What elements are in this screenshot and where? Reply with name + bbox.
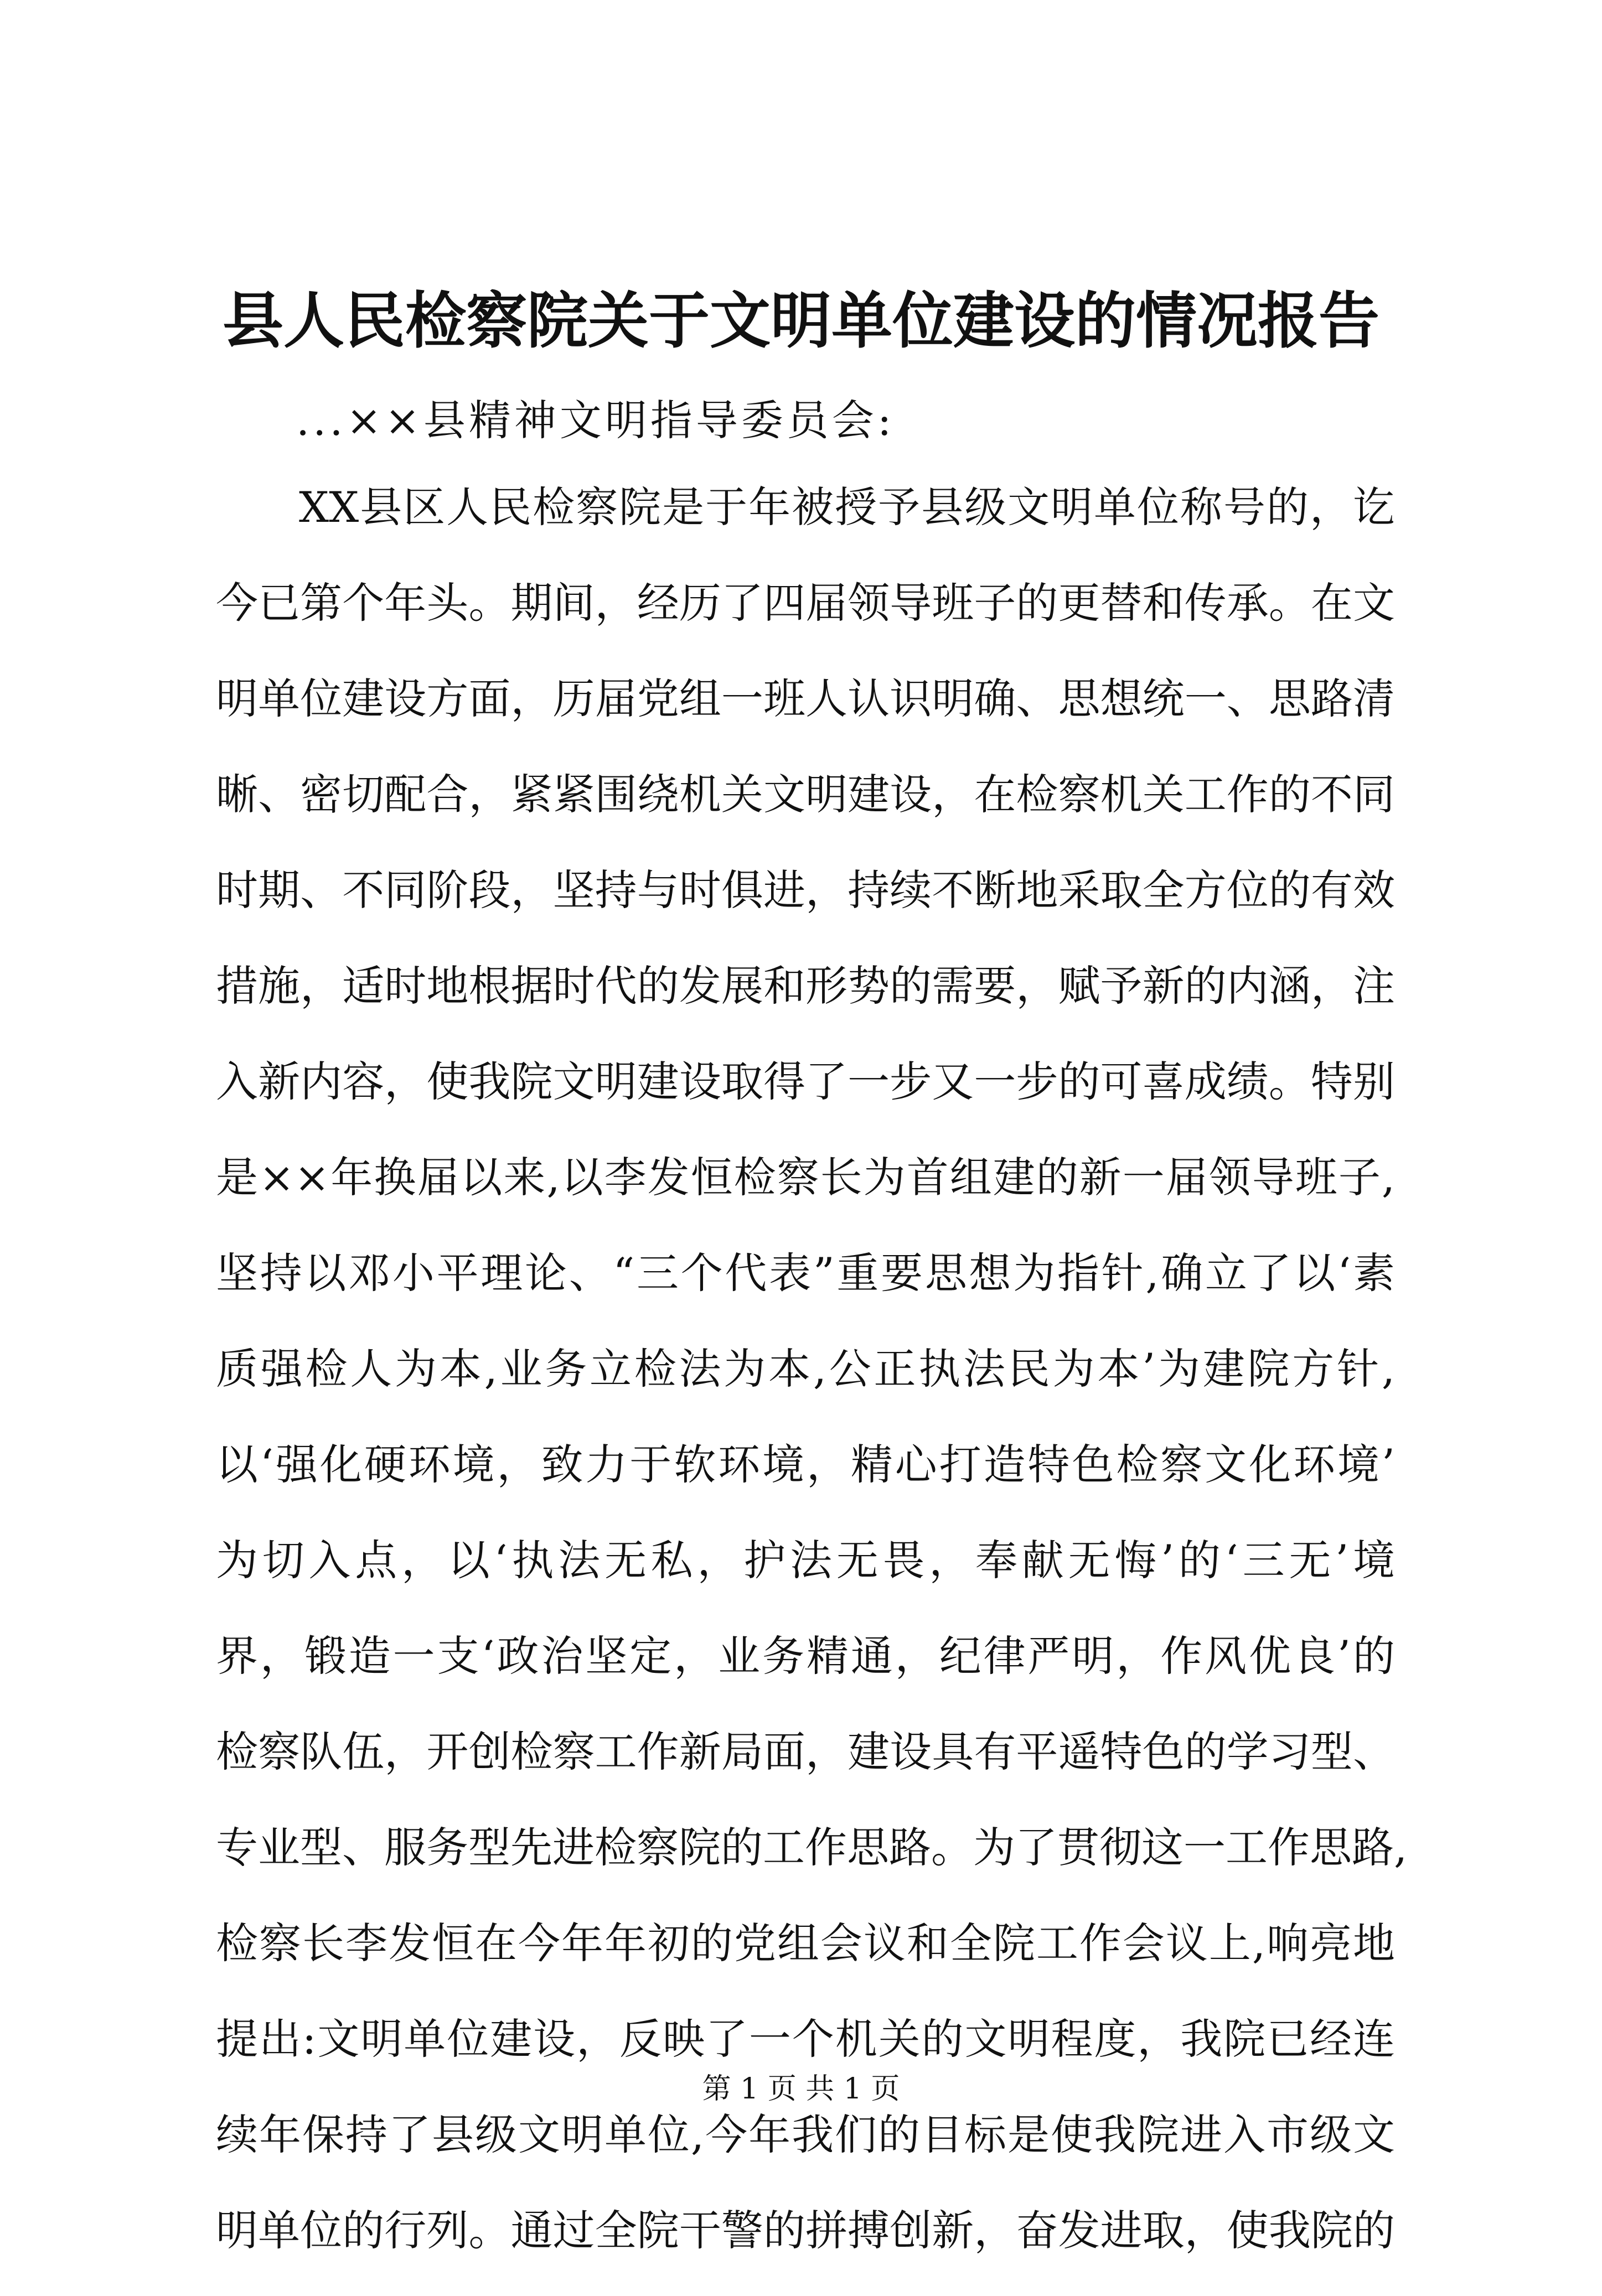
salutation: ...××县精神文明指导委员会: [296, 396, 895, 445]
body-line: XX县区人民检察院是于年被授予县级文明单位称号的，讫 [299, 483, 1395, 532]
body-line: 坚持以邓小平理论、“三个代表”重要思想为指针,确立了以‘素 [216, 1248, 1395, 1298]
body-line: 以‘强化硬环境，致力于软环境，精心打造特色检察文化环境’ [216, 1440, 1395, 1489]
body-line: 时期、不同阶段，坚持与时俱进，持续不断地采取全方位的有效 [216, 865, 1395, 915]
body-line: 质强检人为本,业务立检法为本,公正执法民为本’为建院方针, [216, 1344, 1395, 1393]
body-line: 续年保持了县级文明单位,今年我们的目标是使我院进入市级文 [216, 2110, 1395, 2159]
body-line: 界，锻造一支‘政治坚定，业务精通，纪律严明，作风优良’的 [216, 1631, 1395, 1681]
body-line: 是××年换届以来,以李发恒检察长为首组建的新一届领导班子, [216, 1153, 1395, 1202]
body-text [216, 477, 1408, 2296]
body-line: 检察队伍，开创检察工作新局面，建设具有平遥特色的学习型、 [216, 1727, 1395, 1776]
body-line: 为切入点，以‘执法无私，护法无畏，奉献无悔’的‘三无’境 [216, 1536, 1395, 1585]
body-line: 明单位建设方面，历届党组一班人认识明确、思想统一、思路清 [216, 674, 1395, 723]
body-line: 明单位的行列。通过全院干警的拼搏创新，奋发进取，使我院的 [216, 2206, 1395, 2255]
page-footer: 第 1 页 共 1 页 [702, 2072, 900, 2106]
body-line: 今已第个年头。期间，经历了四届领导班子的更替和传承。在文 [216, 578, 1395, 628]
document-title: 县人民检察院关于文明单位建设的情况报告 [223, 285, 1379, 356]
body-line: 措施，适时地根据时代的发展和形势的需要，赋予新的内涵，注 [216, 961, 1395, 1010]
body-line: 入新内容，使我院文明建设取得了一步又一步的可喜成绩。特别 [216, 1057, 1395, 1106]
body-line: 提出:文明单位建设，反映了一个机关的文明程度，我院已经连 [216, 2014, 1395, 2064]
body-line: 专业型、服务型先进检察院的工作思路。为了贯彻这一工作思路, [216, 1823, 1408, 1872]
body-line: 晰、密切配合，紧紧围绕机关文明建设，在检察机关工作的不同 [216, 770, 1395, 819]
body-line: 检察长李发恒在今年年初的党组会议和全院工作会议上,响亮地 [216, 1919, 1395, 1968]
